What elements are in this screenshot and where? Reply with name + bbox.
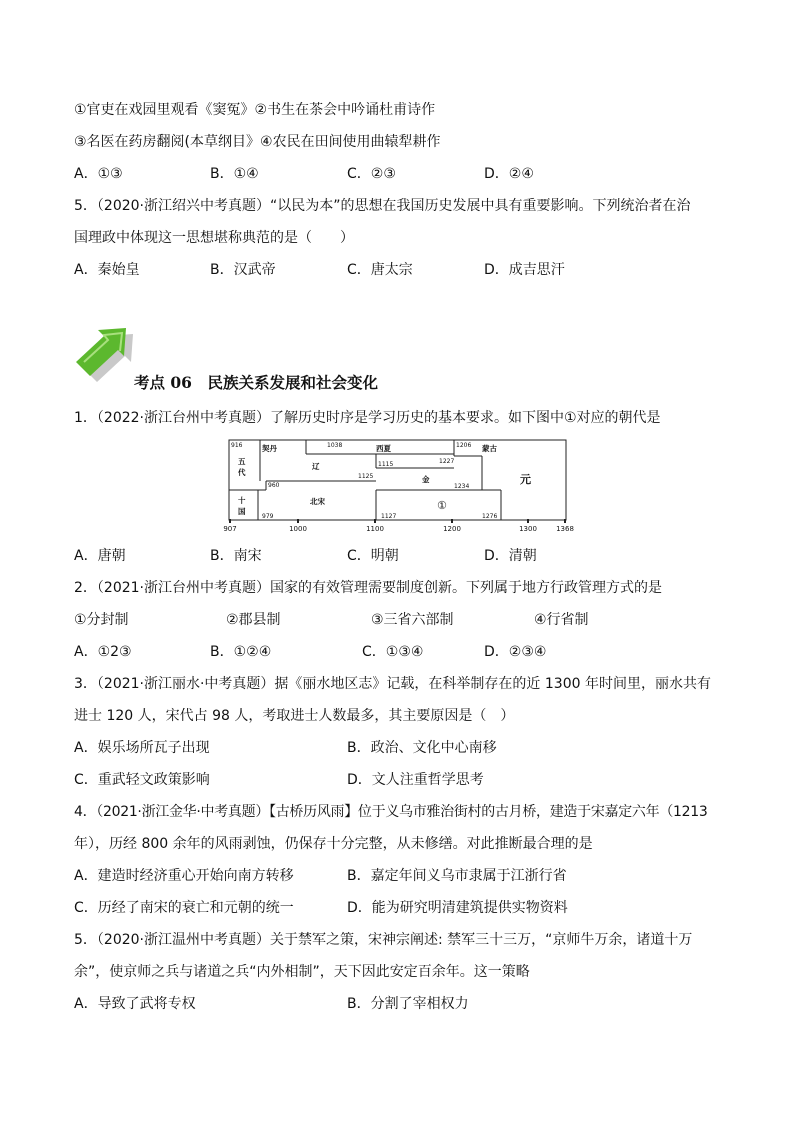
q5b-stem-1: 5．（2020·浙江温州中考真题）关于禁军之策，宋神宗阐述: 禁军三十三万，“京师牛万余，诸道十万 (74, 932, 693, 948)
region-label: 元 (520, 473, 531, 486)
q2-item: ④行省制 (534, 612, 589, 628)
section-title: 考点 06 民族关系发展和社会变化 (134, 373, 378, 392)
green-arrow-icon (66, 326, 138, 382)
q1-stem: 1．（2022·浙江台州中考真题）了解历史时序是学习历史的基本要求。如下图中①对应的朝代是 (74, 410, 661, 426)
option-a: A．秦始皇 (74, 262, 140, 278)
year-label: 979 (262, 513, 274, 520)
q4-stem-1: 4．（2021·浙江金华·中考真题）【古桥历风雨】位于义乌市雅治街村的古月桥，建造于宋嘉定六年（1213 (74, 804, 708, 820)
option-a: A．唐朝 (74, 548, 126, 564)
q5a-stem-2: 国理政中体现这一思想堪称典范的是（ ） (74, 230, 354, 246)
region-label: 蒙古 (482, 444, 497, 453)
tick-label: 1300 (519, 525, 537, 533)
option-c: C．唐太宗 (347, 262, 413, 278)
q4a-statement-1: ①官吏在戏园里观看《窦冤》②书生在茶会中吟诵杜甫诗作 (74, 102, 436, 118)
tick-label: 1368 (556, 525, 574, 533)
year-label: 1234 (454, 483, 470, 490)
region-label: 十 (238, 496, 246, 505)
q3-stem-2: 进士 120 人，宋代占 98 人，考取进士人数最多，其主要原因是（ ） (74, 708, 515, 724)
region-label: 金 (422, 475, 430, 484)
option-a: A．①③ (74, 166, 123, 182)
option-a: A．导致了武将专权 (74, 996, 196, 1012)
option-c: C．重武轻文政策影响 (74, 772, 210, 788)
option-a: A．娱乐场所瓦子出现 (74, 740, 210, 756)
region-label: 北宋 (310, 497, 325, 506)
option-b: B．南宋 (210, 548, 262, 564)
tick-label: 1000 (289, 525, 307, 533)
year-label: 1038 (327, 442, 343, 449)
region-label: 辽 (312, 462, 320, 471)
q3-stem-1: 3．（2021·浙江丽水·中考真题）据《丽水地区志》记载，在科举制存在的近 1300 年时间里，丽水共有 (74, 676, 711, 692)
region-label: 西夏 (376, 444, 391, 453)
tick-label: 907 (223, 525, 237, 533)
year-label: 1127 (381, 513, 397, 520)
option-b: B．汉武帝 (210, 262, 276, 278)
option-b: B．①②④ (210, 644, 272, 660)
option-b: B．①④ (210, 166, 259, 182)
q5a-stem-1: 5．（2020·浙江绍兴中考真题）“以民为本”的思想在我国历史发展中具有重要影响。下列统治者在治 (74, 198, 691, 214)
option-d: D．②③④ (484, 644, 547, 660)
option-a: A．建造时经济重心开始向南方转移 (74, 868, 294, 884)
region-label: ① (437, 499, 447, 512)
region-label: 代 (238, 468, 246, 477)
option-c: C．①③④ (362, 644, 424, 660)
tick-label: 1200 (443, 525, 461, 533)
year-label: 1227 (439, 458, 455, 465)
option-d: D．成吉思汗 (484, 262, 565, 278)
region-label: 国 (238, 507, 246, 516)
q4-stem-2: 年），历经 800 余年的风雨剥蚀，仍保存十分完整，从未修缮。对此推断最合理的是 (74, 836, 593, 852)
option-b: B．政治、文化中心南移 (347, 740, 497, 756)
q2-stem: 2．（2021·浙江台州中考真题）国家的有效管理需要制度创新。下列属于地方行政管理方式的是 (74, 580, 662, 596)
option-c: C．历经了南宋的衰亡和元朝的统一 (74, 900, 294, 916)
option-d: D．文人注重哲学思考 (347, 772, 484, 788)
q5b-stem-2: 余”，使京师之兵与诸道之兵“内外相制”，天下因此安定百余年。这一策略 (74, 964, 530, 980)
option-d: D．清朝 (484, 548, 537, 564)
option-b: B．嘉定年间义乌市隶属于江浙行省 (347, 868, 567, 884)
year-label: 960 (268, 482, 280, 489)
tick-label: 1100 (366, 525, 384, 533)
option-d: D．②④ (484, 166, 534, 182)
option-a: A．①2③ (74, 644, 132, 660)
option-d: D．能为研究明清建筑提供实物资料 (347, 900, 568, 916)
dynasty-timeline-chart (223, 438, 576, 536)
q2-item: ②郡县制 (226, 612, 281, 628)
q4a-statement-2: ③名医在药房翻阅(本草纲目》④农民在田间使用曲辕犁耕作 (74, 134, 441, 150)
q2-item: ①分封制 (74, 612, 129, 628)
option-b: B．分割了宰相权力 (347, 996, 469, 1012)
year-label: 1206 (456, 442, 472, 449)
region-label: 五 (238, 457, 246, 466)
option-c: C．明朝 (347, 548, 399, 564)
year-label: 1115 (378, 461, 394, 468)
option-c: C．②③ (347, 166, 396, 182)
year-label: 1276 (482, 513, 498, 520)
q2-item: ③三省六部制 (371, 612, 454, 628)
region-label: 契丹 (262, 444, 277, 453)
year-label: 916 (231, 442, 243, 449)
year-label: 1125 (358, 473, 374, 480)
